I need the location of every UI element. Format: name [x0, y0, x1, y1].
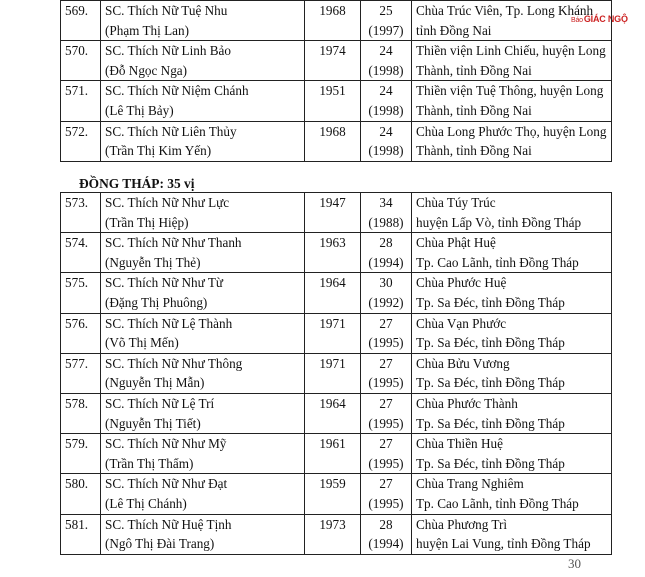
ordination-line-2: (1997)	[368, 22, 404, 38]
birth-year: 1973	[319, 516, 346, 532]
birth-year-cell	[305, 273, 361, 313]
ordination-line-1: 27	[379, 436, 393, 452]
temple-line-2: Thành, tỉnh Đồng Nai	[416, 102, 532, 118]
table-row	[61, 1, 612, 41]
religious-name-line-1: SC. Thích Nữ Lệ Thành	[105, 315, 233, 331]
temple-line-1: Thiền viện Tuệ Thông, huyện Long	[416, 83, 604, 99]
religious-name-line-1: SC. Thích Nữ Liên Thủy	[105, 123, 237, 139]
temple-line-1: Chùa Phước Huệ	[416, 275, 507, 291]
ordination-line-1: 27	[379, 355, 393, 371]
entry-number-cell	[61, 434, 101, 474]
temple-line-1: Chùa Thiền Huệ	[416, 436, 503, 452]
temple-cell	[412, 514, 612, 554]
ordination-cell	[361, 233, 412, 273]
table-row	[61, 474, 612, 514]
religious-name-line-1: SC. Thích Nữ Như Đạt	[105, 476, 228, 492]
birth-year: 1964	[319, 275, 346, 291]
temple-cell	[412, 1, 612, 41]
birth-year-cell	[305, 193, 361, 233]
temple-cell	[412, 273, 612, 313]
table-row	[61, 273, 612, 313]
birth-year-cell	[305, 474, 361, 514]
temple-cell	[412, 121, 612, 161]
religious-name-cell	[101, 1, 305, 41]
religious-name-line-1: SC. Thích Nữ Như Từ	[105, 275, 224, 291]
entry-number: 569.	[65, 3, 89, 18]
religious-name-line-2: (Phạm Thị Lan)	[105, 22, 189, 38]
temple-line-1: Thiền viện Linh Chiếu, huyện Long	[416, 43, 606, 59]
temple-line-2: huyện Lai Vung, tỉnh Đồng Tháp	[416, 536, 591, 552]
ordination-cell	[361, 313, 412, 353]
temple-cell	[412, 81, 612, 121]
ordination-line-2: (1995)	[368, 495, 404, 511]
religious-name-line-2: (Đặng Thị Phuông)	[105, 294, 208, 310]
religious-name-line-2: (Trần Thị Kim Yến)	[105, 143, 212, 159]
ordination-cell	[361, 474, 412, 514]
ordination-line-1: 34	[379, 195, 393, 210]
section-title: ĐỒNG THÁP: 35 vị	[79, 176, 195, 191]
table-row	[61, 81, 612, 121]
birth-year-cell	[305, 233, 361, 273]
ordination-cell	[361, 393, 412, 433]
religious-name-cell	[101, 41, 305, 81]
temple-cell	[412, 434, 612, 474]
temple-cell	[412, 41, 612, 81]
ordination-line-1: 27	[379, 315, 393, 331]
religious-name-cell	[101, 393, 305, 433]
entry-number: 576.	[65, 315, 89, 331]
temple-line-2: Tp. Sa Đéc, tỉnh Đồng Tháp	[416, 415, 565, 431]
religious-name-line-1: SC. Thích Nữ Linh Bảo	[105, 43, 231, 59]
birth-year-cell	[305, 434, 361, 474]
ordination-line-2: (1995)	[368, 375, 404, 391]
birth-year: 1963	[319, 235, 346, 251]
religious-name-line-2: (Trần Thị Hiệp)	[105, 214, 189, 230]
birth-year: 1971	[319, 355, 346, 371]
religious-name-line-2: (Lê Thị Chánh)	[105, 495, 187, 511]
ordination-line-2: (1995)	[368, 335, 404, 351]
temple-line-2: tỉnh Đồng Nai	[416, 22, 492, 38]
religious-name-cell	[101, 233, 305, 273]
temple-cell	[412, 233, 612, 273]
birth-year: 1951	[319, 83, 346, 99]
entry-number: 578.	[65, 395, 89, 411]
birth-year: 1968	[319, 123, 346, 139]
ordination-line-2: (1995)	[368, 455, 404, 471]
logo-prefix: Báo	[571, 17, 583, 24]
temple-line-1: Chùa Vạn Phước	[416, 315, 507, 331]
birth-year-cell	[305, 514, 361, 554]
table-row	[61, 313, 612, 353]
temple-cell	[412, 353, 612, 393]
roster-table-body	[61, 193, 612, 555]
entry-number: 575.	[65, 275, 89, 291]
temple-line-1: Chùa Phương Trì	[416, 516, 508, 532]
religious-name-line-2: (Nguyễn Thị Thẻ)	[105, 254, 201, 270]
table-row	[61, 41, 612, 81]
religious-name-line-2: (Nguyễn Thị Mẫn)	[105, 375, 205, 391]
entry-number-cell	[61, 1, 101, 41]
ordination-line-2: (1995)	[368, 415, 404, 431]
ordination-line-2: (1994)	[368, 536, 404, 552]
birth-year: 1971	[319, 315, 346, 331]
ordination-line-2: (1994)	[368, 254, 404, 270]
ordination-line-2: (1988)	[368, 214, 404, 230]
entry-number-cell	[61, 81, 101, 121]
religious-name-cell	[101, 353, 305, 393]
entry-number: 570.	[65, 43, 89, 59]
logo-name: GIÁC NGỘ	[583, 14, 628, 24]
religious-name-cell	[101, 121, 305, 161]
temple-cell	[412, 193, 612, 233]
religious-name-cell	[101, 434, 305, 474]
ordination-cell	[361, 41, 412, 81]
religious-name-line-2: (Võ Thị Mến)	[105, 335, 179, 351]
roster-table-dong-thap	[60, 192, 612, 555]
ordination-cell	[361, 1, 412, 41]
temple-line-1: Chùa Phật Huệ	[416, 235, 496, 251]
entry-number-cell	[61, 41, 101, 81]
religious-name-line-2: (Nguyễn Thị Tiết)	[105, 415, 201, 431]
religious-name-cell	[101, 273, 305, 313]
entry-number-cell	[61, 193, 101, 233]
birth-year-cell	[305, 121, 361, 161]
birth-year: 1964	[319, 395, 346, 411]
religious-name-line-1: SC. Thích Nữ Lệ Trí	[105, 395, 215, 411]
ordination-line-2: (1998)	[368, 102, 404, 118]
temple-line-2: Thành, tỉnh Đồng Nai	[416, 62, 532, 78]
temple-line-1: Chùa Bửu Vương	[416, 355, 510, 371]
ordination-line-1: 28	[379, 235, 393, 251]
ordination-line-2: (1998)	[368, 143, 404, 159]
table-row	[61, 393, 612, 433]
birth-year: 1968	[319, 3, 346, 18]
temple-line-2: huyện Lấp Vò, tỉnh Đồng Tháp	[416, 214, 582, 230]
ordination-cell	[361, 121, 412, 161]
ordination-line-1: 28	[379, 516, 393, 532]
temple-line-2: Tp. Sa Đéc, tỉnh Đồng Tháp	[416, 375, 565, 391]
ordination-line-1: 25	[379, 3, 393, 18]
table-row	[61, 233, 612, 273]
ordination-cell	[361, 514, 412, 554]
ordination-line-1: 27	[379, 476, 393, 492]
entry-number: 571.	[65, 83, 89, 99]
religious-name-line-2: (Đỗ Ngọc Nga)	[105, 62, 188, 78]
birth-year-cell	[305, 41, 361, 81]
religious-name-line-1: SC. Thích Nữ Như Lực	[105, 195, 230, 210]
temple-line-1: Chùa Trang Nghiêm	[416, 476, 524, 492]
table-row	[61, 121, 612, 161]
entry-number-cell	[61, 514, 101, 554]
religious-name-line-1: SC. Thích Nữ Như Mỹ	[105, 436, 227, 452]
entry-number-cell	[61, 313, 101, 353]
birth-year-cell	[305, 81, 361, 121]
ordination-line-1: 30	[379, 275, 393, 291]
temple-line-2: Tp. Sa Đéc, tỉnh Đồng Tháp	[416, 335, 565, 351]
entry-number: 573.	[65, 195, 89, 210]
religious-name-line-1: SC. Thích Nữ Huệ Tịnh	[105, 516, 232, 532]
religious-name-line-2: (Ngô Thị Đài Trang)	[105, 536, 215, 552]
entry-number: 572.	[65, 123, 89, 139]
entry-number: 577.	[65, 355, 89, 371]
birth-year: 1961	[319, 436, 346, 452]
temple-line-2: Tp. Cao Lãnh, tỉnh Đồng Tháp	[416, 495, 579, 511]
ordination-cell	[361, 193, 412, 233]
entry-number: 579.	[65, 436, 89, 452]
temple-cell	[412, 474, 612, 514]
religious-name-line-1: SC. Thích Nữ Niệm Chánh	[105, 83, 249, 99]
entry-number: 580.	[65, 476, 89, 492]
ordination-line-1: 24	[379, 43, 393, 59]
page-number: 30	[568, 556, 581, 571]
ordination-cell	[361, 273, 412, 313]
entry-number-cell	[61, 233, 101, 273]
religious-name-cell	[101, 514, 305, 554]
birth-year: 1959	[319, 476, 346, 492]
roster-table-body	[61, 1, 612, 162]
religious-name-cell	[101, 193, 305, 233]
table-row	[61, 434, 612, 474]
table-row	[61, 353, 612, 393]
religious-name-cell	[101, 313, 305, 353]
ordination-line-2: (1992)	[368, 294, 404, 310]
entry-number: 581.	[65, 516, 89, 532]
temple-line-2: Tp. Sa Đéc, tỉnh Đồng Tháp	[416, 455, 565, 471]
temple-line-2: Tp. Cao Lãnh, tỉnh Đồng Tháp	[416, 254, 579, 270]
ordination-cell	[361, 434, 412, 474]
religious-name-cell	[101, 81, 305, 121]
ordination-cell	[361, 353, 412, 393]
roster-table-dong-nai	[60, 0, 612, 162]
entry-number-cell	[61, 474, 101, 514]
ordination-line-2: (1998)	[368, 62, 404, 78]
entry-number-cell	[61, 393, 101, 433]
temple-cell	[412, 393, 612, 433]
birth-year: 1974	[319, 43, 346, 59]
religious-name-cell	[101, 474, 305, 514]
temple-line-1: Chùa Trúc Viên, Tp. Long Khánh	[416, 3, 594, 18]
temple-line-1: Chùa Long Phước Thọ, huyện Long	[416, 123, 607, 139]
religious-name-line-2: (Lê Thị Bảy)	[105, 102, 174, 118]
birth-year-cell	[305, 353, 361, 393]
religious-name-line-1: SC. Thích Nữ Như Thông	[105, 355, 243, 371]
ordination-line-1: 24	[379, 83, 393, 99]
table-row	[61, 193, 612, 233]
religious-name-line-2: (Trần Thị Thẩm)	[105, 455, 194, 471]
religious-name-line-1: SC. Thích Nữ Như Thanh	[105, 235, 242, 251]
birth-year-cell	[305, 313, 361, 353]
entry-number-cell	[61, 353, 101, 393]
birth-year-cell	[305, 1, 361, 41]
birth-year-cell	[305, 393, 361, 433]
birth-year: 1947	[319, 195, 346, 210]
ordination-cell	[361, 81, 412, 121]
temple-line-1: Chùa Túy Trúc	[416, 195, 496, 210]
temple-line-2: Tp. Sa Đéc, tỉnh Đồng Tháp	[416, 294, 565, 310]
ordination-line-1: 24	[379, 123, 393, 139]
temple-line-2: Thành, tỉnh Đồng Nai	[416, 143, 532, 159]
temple-cell	[412, 313, 612, 353]
entry-number: 574.	[65, 235, 89, 251]
entry-number-cell	[61, 121, 101, 161]
religious-name-line-1: SC. Thích Nữ Tuệ Nhu	[105, 3, 228, 18]
table-row	[61, 514, 612, 554]
temple-line-1: Chùa Phước Thành	[416, 395, 518, 411]
ordination-line-1: 27	[379, 395, 393, 411]
entry-number-cell	[61, 273, 101, 313]
